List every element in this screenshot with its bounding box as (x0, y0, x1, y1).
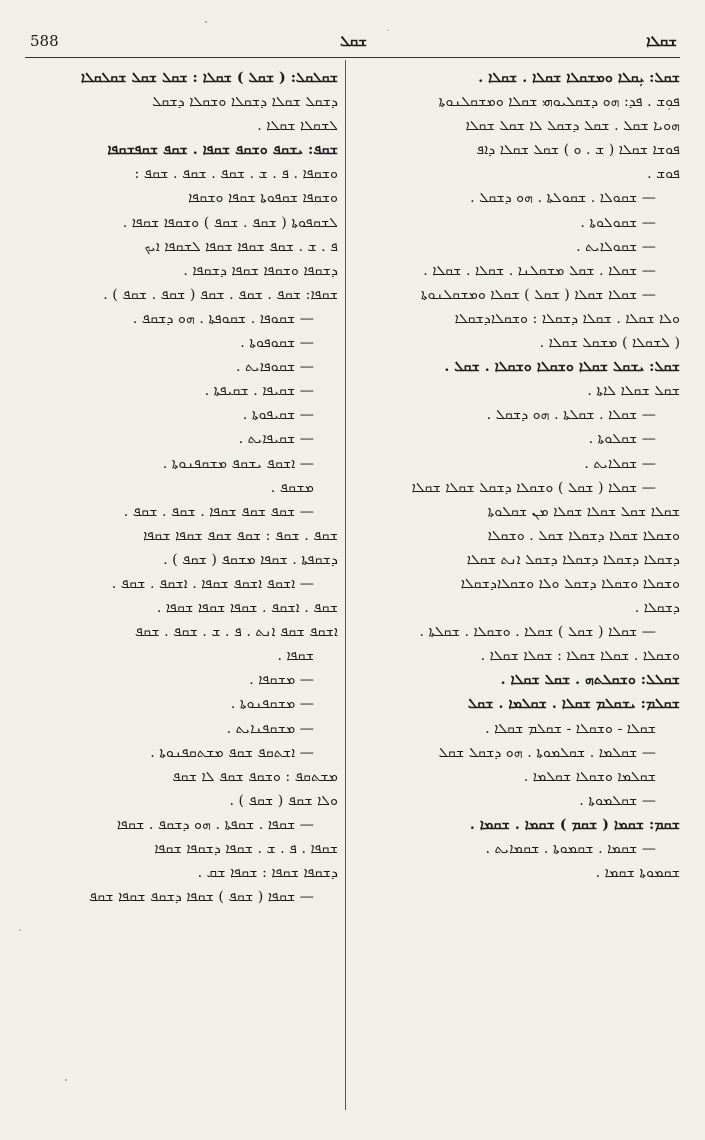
right-column-line: — ܫܩܠܐ ( ܫܩܠ ) ܘܫܩܠܐ ܕܫܩܠ ܫܩܠܐ ܫܩܠܐ (411, 479, 656, 496)
right-column-line: — ܫܩܠܡܘܬܐ . (579, 792, 656, 809)
right-column-line: — ܫܩܠܐ ܫܩܠܐ ( ܫܩܠ ) ܫܩܠܐ ܘܡܫܩܠܢܘܬܐ (420, 286, 656, 303)
left-column-line: — ܫܩܦܐ . ܫܩܦܬܐ . ܗܘ ܕܫܩܦ . ܫܩܦܐ (116, 816, 314, 833)
left-column-line: ܫܩܦܐ . ܦ . ܫ . ܫܩܦܐ ܕܫܩܦܐ ܫܩܦܐ (154, 841, 338, 857)
right-column-line: ܫܩܠ: ܝܼܩܠܐ ܘܡܫܩܠܐ ܫܩܠܐ . ܫܩܠܐ . (478, 70, 680, 86)
right-column-line: ܗܘܝܐ ܫܩܠ . ܫܩܠ ܕܫܩܠ ܠܐ ܫܩܠ ܫܩܠܐ (465, 118, 680, 135)
left-column-line: ܫܩܦ . ܫܩܦ : ܫܩܦ ܫܩܦ ܫܩܦܐ ܫܩܦܐ (143, 527, 338, 544)
left-column-line: ܕܫܩܠ ܫܩܠܐ ܕܫܩܠܐ ܘܫܩܠܐ ܕܫܩܠ (152, 94, 338, 111)
left-column-line: ܘܠܐ ܫܩܦ ( ܫܩܦ ) . (229, 792, 338, 809)
right-column-line: ܘܠܐ ܫܩܠܐ . ܫܩܠܐ ܕܫܩܠܐ : ܘܫܩܠܐܕܫܩܠܐ (454, 310, 680, 327)
left-column-line: — ܡܫܩܦܐ . (249, 672, 314, 689)
right-column-line: ܫܩܠܡܐ ܘܫܩܠܐ ܫܩܠܡܐ . (523, 768, 656, 785)
right-column-line: — ܫܩܡܐ . ܫܩܡܘܬܐ . ܫܩܡܐܝܬ . (485, 841, 656, 857)
right-column-line: ܘܫܩܠܐ ܘܫܩܠܐ ܕܫܩܠ ܘܠܐ ܘܫܩܠܐܕܫܩܠܐ (460, 575, 680, 592)
left-column-line: — ܐܫܬܩܦ ܫܩܦ ܡܫܬܩܦܢܘܬܐ . (150, 744, 314, 761)
running-head-center: ܫܩܠ (339, 32, 368, 50)
left-column-line: — ܫܩܦܐ ( ܫܩܦ ) ܫܩܦܐ ܕܫܩܦ ܫܩܦܐ ܫܩܦ (88, 889, 314, 906)
right-column-line: ܫܩܠܐ - ܘܫܩܠܐ - ܫܩܠܡ ܫܩܠܐ . (485, 720, 656, 737)
right-column-line: — ܫܩܘܠܐ . ܫܩܘܠܬܐ . ܗܘ ܕܫܩܠ . (470, 190, 656, 207)
left-column-line: ܫܩܦܐ: ܫܩܦ . ܫܩܦ . ܫܩܦ ( ܫܩܦ . ܫܩܦ ) . (103, 286, 338, 303)
right-column-line: — ܫܩܠܐ . ܫܩܠ ܡܫܩܠܢܐ . ܫܩܠܐ . ܫܩܠܐ . (423, 262, 656, 279)
page-number: 588 (30, 32, 59, 50)
left-column-line: ܡܫܩܦ . (270, 479, 314, 496)
left-column-line: ܘܫܩܦܐ ܫܩܦܘܬܐ ܫܩܦܐ ܘܫܩܦܐ (188, 190, 338, 207)
right-column-line: ܦܘܼܫ . ܦܕ: ܗܘ ܕܫܩܠܝܘܗܝ ܫܩܠܐ ܘܡܫܩܠܢܘܬܐ (438, 94, 680, 111)
right-column-line: — ܫܩܠܐܝܬ . (584, 455, 656, 472)
left-column-line: — ܐܫܩܦ ܝܫܩܦ ܡܫܩܦܢܘܬܐ . (162, 455, 314, 472)
right-column-line: ܫܩܡܘܬܐ ܫܩܡܐ . (595, 865, 680, 882)
right-column-line: — ܫܩܠܡܐ . ܫܩܠܡܘܬܐ . ܗܘ ܕܫܩܠ ܫܩܠ (438, 744, 656, 761)
left-column-line: ܕܫܩܦܬܐ . ܫܩܦܐ ܡܫܩܦ ( ܫܩܦ ) . (163, 551, 338, 568)
left-column-line: ܫܩܦ: ܝܫܩܦ ܘܫܩܦ ܫܩܦܐ . ܫܩܦ ܫܩܦܫܩܦܐ (107, 142, 338, 159)
right-column-line: — ܫܩܠܐ . ܫܩܠܬܐ . ܗܘ ܕܫܩܠ . (486, 407, 656, 424)
running-head-right: ܫܩܠܐ (646, 32, 677, 50)
right-column-line: ܫܩܡ: ܫܩܡܐ ( ܫܩܡ ) ܫܩܡܐ . ܫܩܡܐ . (469, 816, 680, 833)
left-column-line: — ܫܩܘܦܐܝܬ . (236, 359, 314, 376)
right-column-line: ܘܫܩܠܐ ܫܩܠܐ ܕܫܩܠܐ ܫܩܠ . ܘܫܩܠܐ (487, 527, 680, 544)
left-column-line: ܘܫܩܦܐ . ܦ . ܫ . ܫܩܦ . ܫܩܦ . ܫܩܦ : (134, 166, 338, 183)
right-column-line: ܘܫܩܠܐ . ܫܩܠܐ ܫܩܠܐ : ܫܩܠܐ ܫܩܠܐ . (480, 648, 680, 665)
left-column-line: ܫܩܠܩܠ: ( ܫܩܠ ) ܫܩܠܐ : ܫܩܠ ܫܩܠ ܫܩܠܩܠܐ (80, 70, 338, 86)
left-column-line: ܠܫܩܠܐ ܫܩܠܐ . (257, 118, 338, 135)
right-column-line: ܫܩܠܐ ܫܩܠ ܫܩܠܐ ܫܩܠܐ ܡܢ ܫܩܠܘܬܐ (487, 503, 680, 520)
left-column-line: ܕܫܩܦܐ ܫܩܦܐ : ܫܩܦܐ ܫܩ . (197, 865, 338, 882)
left-column-line: ܫܩܦܐ . (277, 648, 314, 665)
right-column-line: ܫܩܠܠ: ܘܫܩܠܬܗ . ܫܩܠ ܫܩܠܐ . (500, 672, 680, 689)
right-column-line: ܫܩܠܡ: ܝܫܩܠܡ ܫܩܠܐ . ܫܩܠܡܐ . ܫܩܠ (467, 696, 680, 713)
right-column-line: ܫܩܠ: ܝܫܩܠ ܫܩܠܐ ܘܫܩܠܐ ܘܫܩܠܐ . ܫܩܠ . (444, 359, 680, 376)
left-column-line: ܦ . ܫ . ܫܩܦ ܫܩܦܐ ܫܩܦܐ ܠܫܩܦܐ ܐܝܟ (144, 238, 338, 255)
left-column-line: ܐܫܩܦ ܫܩܦ ܐܢܬ . ܦ . ܫ . ܫܩܦ . ܫܩܦ (134, 624, 338, 641)
left-column-line: ܕܫܩܦܐ ܘܫܩܦܐ ܫܩܦܐ ܕܫܩܦܐ . (183, 262, 338, 279)
right-column-line: — ܫܩܠܐ ( ܫܩܠ ) ܫܩܠܐ . ܘܫܩܠܐ . ܫܩܠܬܐ . (419, 624, 656, 641)
left-column-line: — ܫܩܘܦܐ . ܫܩܘܦܬܐ . ܗܘ ܕܫܩܦ . (132, 310, 314, 327)
left-column-line: ܡܫܬܩܦ : ܘܫܩܦ ܫܩܦ ܠܐ ܫܩܦ (172, 768, 338, 785)
left-column-line: ܫܩܦ . ܐܫܩܦ . ܫܩܦܐ ܫܩܦܐ ܫܩܦܐ . (156, 600, 338, 617)
left-column-line: — ܫܩܝܦܘܬܐ . (242, 407, 314, 424)
right-column-line: ܫܩܠ ܫܩܠܐ ܠܐܬܐ . (587, 383, 680, 400)
left-column-line: — ܫܩܝܦܐܝܬ . (238, 431, 314, 448)
left-column-line: — ܫܩܦ ܫܩܦ ܫܩܦܐ . ܫܩܦ . ܫܩܦ . (123, 503, 314, 520)
right-column-line: — ܫܩܘܠܐܝܬ . (576, 238, 656, 255)
right-column-line: — ܫܩܘܠܘܬܐ . (580, 214, 656, 231)
left-column-line: — ܫܩܘܦܘܬܐ . (240, 335, 314, 352)
left-column-line: ܠܫܩܦܘܬܐ ( ܫܩܦ . ܫܩܦ ) ܘܫܩܦܐ ܫܩܦܐ . (122, 214, 338, 231)
right-column-line: ܕܫܩܠܐ . (634, 600, 680, 617)
left-column-line: — ܐܫܩܦ ܐܫܩܦ ܫܩܦܐ . ܐܫܩܦ . ܫܩܦ . (111, 575, 314, 592)
right-column-line: ܕܫܩܠܐ ܕܫܩܠܐ ܕܫܩܠܐ ܕܫܩܠ ܐܢܬ ܫܩܠܐ (466, 551, 680, 568)
right-column-line: ( ܠܫܩܠܐ ) ܡܫܩܠ ܫܩܠܐ . (539, 335, 680, 352)
left-column-line: — ܡܫܩܦܢܘܬܐ . (230, 696, 314, 713)
left-column-line: — ܫܩܝܦܐ . ܫܩܝܦܬܐ . (204, 383, 314, 400)
right-column-line: — ܫܩܠܘܬܐ . (588, 431, 656, 448)
right-column-line: ܦܘܫܐ ܫܩܠܐ ( ܫ . ܘ ) ܫܩܠ ܫܩܠܐ ܕܐܦ (476, 142, 680, 159)
right-column-line: ܦܘܫ . (647, 166, 680, 183)
left-column-line: — ܡܫܩܦܢܐܝܬ . (226, 720, 314, 737)
